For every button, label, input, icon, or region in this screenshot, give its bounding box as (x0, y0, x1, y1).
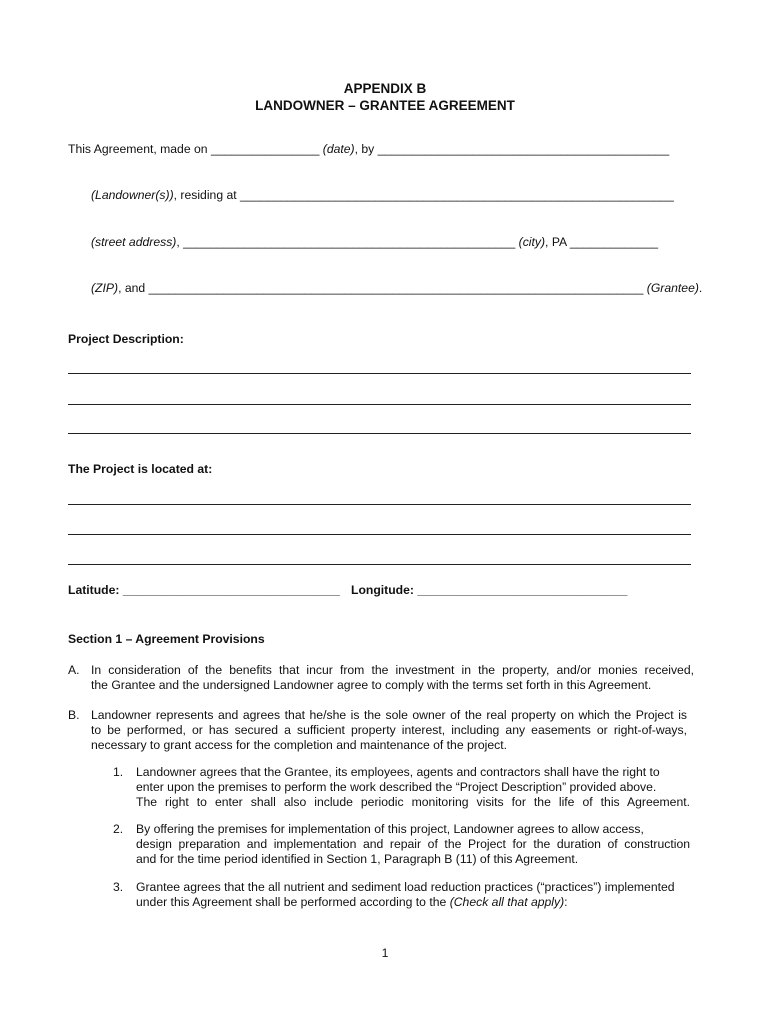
zip-label: (ZIP) (91, 281, 119, 295)
intro-line-4 (91, 281, 702, 295)
project-location-heading: The Project is located at: (68, 462, 213, 476)
item-3-line: Grantee agrees that the all nutrient and sediment load reduction practices (“practices”) implemented (136, 880, 675, 894)
and-blank: , and _________________________________________________________________________ (118, 281, 647, 295)
item-3-line-text: under this Agreement shall be performed according to the (136, 895, 450, 909)
sentence-end: . (698, 281, 703, 295)
city-label: (city) (518, 235, 546, 249)
check-all-note: (Check all that apply) (449, 895, 565, 909)
longitude-field: Longitude: _______________________________ (351, 583, 628, 597)
item-1-line: The right to enter shall also include periodic monitoring visits for the life of this Agreement. (136, 795, 690, 809)
description-blank-line-2 (68, 404, 691, 405)
item-3-line (136, 895, 696, 910)
agreement-title: LANDOWNER – GRANTEE AGREEMENT (255, 98, 515, 113)
description-blank-line-3 (68, 433, 691, 434)
by-text: , by ___________________________________________ (354, 142, 670, 156)
item-1-line: enter upon the premises to perform the work described the “Project Description” provided above. (136, 780, 657, 794)
paragraph-b-line: Landowner represents and agrees that he/she is the sole owner of the real property on which the Project is (91, 708, 687, 722)
paragraph-a (91, 663, 694, 693)
item-2-line: By offering the premises for implementation of this project, Landowner agrees to allow access, (136, 822, 644, 836)
item-3-marker: 3. (113, 880, 124, 894)
location-blank-line-1 (68, 504, 691, 505)
location-blank-line-3 (68, 564, 691, 565)
made-on-text: This Agreement, made on ________________ (68, 142, 323, 156)
latitude-field: Latitude: ________________________________ (68, 583, 340, 597)
date-label: (date) (322, 142, 355, 156)
item-1-marker: 1. (113, 765, 124, 779)
paragraph-b (91, 708, 687, 753)
description-blank-line-1 (68, 373, 691, 374)
item-1-line: Landowner agrees that the Grantee, its employees, agents and contractors shall have the right to (136, 765, 660, 779)
item-2-marker: 2. (113, 822, 124, 836)
item-3 (136, 880, 696, 910)
paragraph-a-line: the Grantee and the undersigned Landowner agree to comply with the terms set forth in this Agreement. (91, 678, 652, 692)
landowner-label: (Landowner(s)) (91, 188, 174, 202)
item-3-line-end: : (564, 895, 568, 909)
residing-at-text: , residing at ________________________________________________________________ (173, 188, 674, 202)
grantee-label: (Grantee) (646, 281, 699, 295)
paragraph-a-marker: A. (68, 663, 80, 677)
page-number: 1 (381, 946, 389, 960)
intro-line-3 (91, 235, 658, 249)
intro-line-2 (91, 188, 674, 202)
item-1 (136, 765, 690, 810)
item-2 (136, 822, 690, 867)
state-blank: , PA _____________ (545, 235, 658, 249)
street-address-label: (street address) (91, 235, 177, 249)
intro-line-1 (68, 142, 669, 156)
paragraph-a-line: In consideration of the benefits that incur from the investment in the property, and/or monies received, (91, 663, 694, 677)
section-1-heading: Section 1 – Agreement Provisions (68, 632, 265, 646)
project-description-heading: Project Description: (68, 332, 184, 346)
item-2-line: and for the time period identified in Section 1, Paragraph B (11) of this Agreement. (136, 852, 579, 866)
location-blank-line-2 (68, 534, 691, 535)
paragraph-b-line: to be performed, or has secured a sufficient property interest, including any easements or right-of-ways, (91, 723, 687, 737)
street-blank: , _________________________________________________ (176, 235, 519, 249)
paragraph-b-marker: B. (68, 708, 80, 722)
paragraph-b-line: necessary to grant access for the completion and maintenance of the project. (91, 738, 507, 752)
item-2-line: design preparation and implementation and repair of the Project for the duration of construction (136, 837, 690, 851)
appendix-label: APPENDIX B (343, 81, 427, 96)
